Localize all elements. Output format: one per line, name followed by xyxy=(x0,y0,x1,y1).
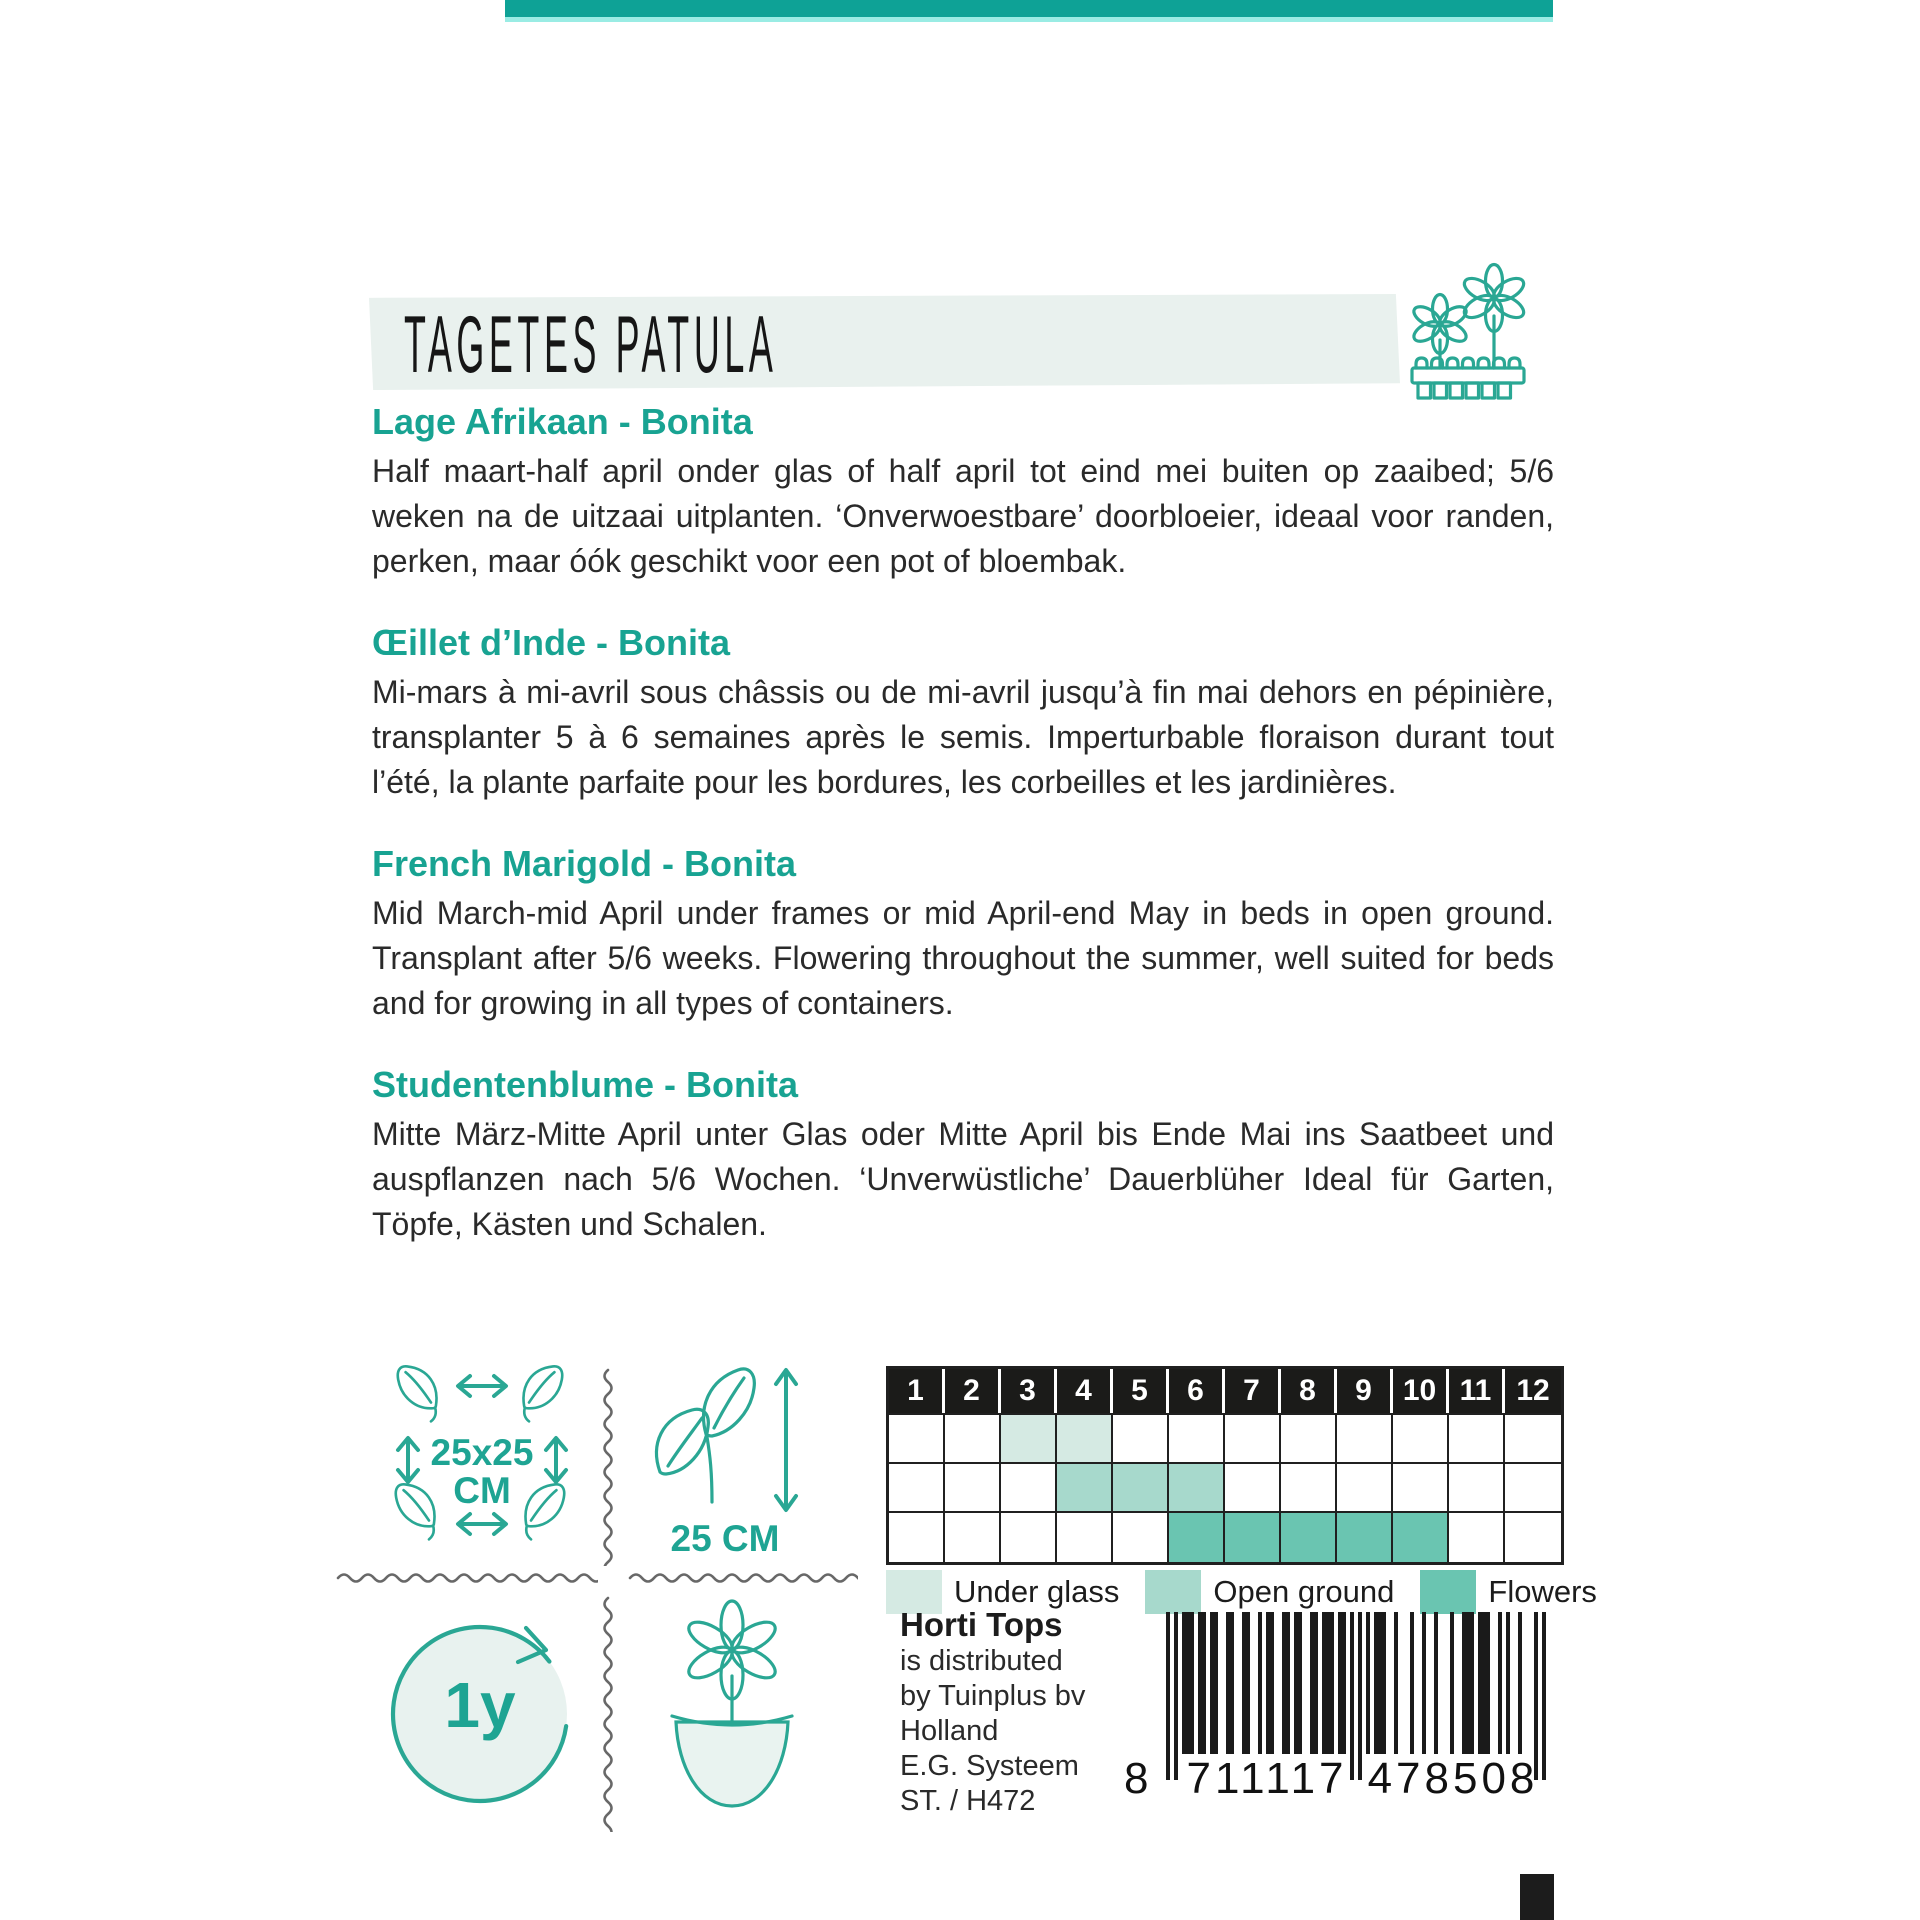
calendar-cell xyxy=(1169,1415,1225,1464)
divider-horizontal-right xyxy=(628,1570,858,1586)
plant-height-label: 25 CM xyxy=(670,1518,780,1559)
legend-label: Open ground xyxy=(1213,1574,1395,1609)
distributor-lines xyxy=(900,1644,1160,1819)
calendar-cell xyxy=(1225,1513,1281,1562)
barcode-bar xyxy=(1166,1612,1170,1780)
divider-vertical-top xyxy=(600,1368,616,1566)
barcode-bar xyxy=(1542,1612,1546,1780)
calendar-cell xyxy=(1001,1415,1057,1464)
barcode-bar xyxy=(1246,1612,1250,1754)
section-body-fr: Mi-mars à mi-avril sous châssis ou de mi-avril jusqu’à fin mai dehors en pépinière, transplanter 5 à 6 semaines après le semis. Imperturbable floraison durant tout l’été, la plante parfaite pour les bordures, les corbeilles et les jardinières. xyxy=(372,674,1554,800)
calendar-cell xyxy=(1113,1513,1169,1562)
calendar-cell xyxy=(1337,1464,1393,1513)
barcode-bar xyxy=(1258,1612,1262,1754)
barcode-bar xyxy=(1382,1612,1386,1754)
barcode-bar xyxy=(1366,1612,1370,1754)
calendar-cell xyxy=(1281,1513,1337,1562)
barcode-prefix-digit: 8 xyxy=(1124,1754,1149,1803)
section-heading-de: Studentenblume - Bonita xyxy=(372,1064,798,1105)
calendar-cell xyxy=(1337,1513,1393,1562)
legend-item xyxy=(1145,1570,1394,1614)
calendar-cell xyxy=(889,1464,945,1513)
calendar-cell xyxy=(1225,1464,1281,1513)
calendar-cell xyxy=(1393,1513,1449,1562)
barcode-bar xyxy=(1410,1612,1414,1754)
calendar-cell xyxy=(945,1513,1001,1562)
barcode-bar xyxy=(1286,1612,1290,1754)
section-body-nl: Half maart-half april onder glas of half april tot eind mei buiten op zaaibed; 5/6 weken na de uitzaai uitplanten. ‘Onverwoestbare’ doorbloeier, ideaal voor randen, perken, maar óók geschikt voor een pot of bloembak. xyxy=(372,453,1554,579)
calendar-cell xyxy=(1281,1415,1337,1464)
barcode-bar xyxy=(1434,1612,1438,1754)
barcode-bar xyxy=(1518,1612,1522,1754)
marigold-planter-icon xyxy=(1388,256,1548,416)
distributor-line: ST. / H472 xyxy=(900,1785,1036,1817)
barcode-bar xyxy=(1394,1612,1398,1754)
distributor-line: Holland xyxy=(900,1715,999,1747)
barcode-bar xyxy=(1214,1612,1218,1754)
calendar-cell xyxy=(1001,1513,1057,1562)
legend-item xyxy=(1420,1570,1597,1614)
calendar-month-header: 4 xyxy=(1057,1369,1113,1413)
divider-vertical-bottom xyxy=(600,1596,616,1832)
spacing-value: 25x25 xyxy=(430,1432,534,1473)
calendar-month-header: 8 xyxy=(1281,1369,1337,1413)
calendar-cell xyxy=(1393,1464,1449,1513)
calendar-cell xyxy=(945,1464,1001,1513)
calendar-month-header: 1 xyxy=(889,1369,945,1413)
calendar-month-header: 5 xyxy=(1113,1369,1169,1413)
calendar-cell xyxy=(889,1415,945,1464)
barcode-bar xyxy=(1450,1612,1454,1754)
distributor-line: is distributed xyxy=(900,1645,1063,1677)
calendar-cell xyxy=(1113,1464,1169,1513)
brand-color-bar xyxy=(505,0,1553,17)
calendar-month-header: 11 xyxy=(1449,1369,1505,1413)
barcode-right-digits: 478508 xyxy=(1367,1754,1539,1803)
calendar-cell xyxy=(1001,1464,1057,1513)
barcode-bar xyxy=(1506,1612,1510,1754)
page-title: TAGETES PATULA xyxy=(404,298,778,390)
annual-label: 1y xyxy=(444,1669,516,1741)
calendar-cell xyxy=(1393,1415,1449,1464)
section-body-en: Mid March-mid April under frames or mid April-end May in beds in open ground. Transplant after 5/6 weeks. Flowering throughout the summer, well suited for beds and for growing in all types of containers. xyxy=(372,895,1554,1021)
calendar-cell xyxy=(1505,1464,1561,1513)
section-heading-fr: Œillet d’Inde - Bonita xyxy=(372,622,730,663)
calendar-month-header: 3 xyxy=(1001,1369,1057,1413)
calendar-cell xyxy=(889,1513,945,1562)
barcode-bar xyxy=(1330,1612,1334,1754)
barcode-bar xyxy=(1422,1612,1426,1754)
barcode-bar xyxy=(1486,1612,1490,1754)
distributor-line: E.G. Systeem xyxy=(900,1750,1079,1782)
calendar-cell xyxy=(945,1415,1001,1464)
section-heading-nl: Lage Afrikaan - Bonita xyxy=(372,401,753,442)
calendar-month-header: 12 xyxy=(1516,1374,1550,1407)
barcode-bar xyxy=(1314,1612,1318,1754)
sections xyxy=(372,400,1554,1284)
calendar-month-row xyxy=(889,1369,1561,1413)
calendar-month-header: 7 xyxy=(1225,1369,1281,1413)
legend-label: Under glass xyxy=(954,1574,1120,1609)
barcode-bar xyxy=(1498,1612,1502,1754)
calendar-cell xyxy=(1449,1464,1505,1513)
section-heading-en: French Marigold - Bonita xyxy=(372,843,797,884)
spacing-unit: CM xyxy=(453,1470,511,1511)
sowing-calendar xyxy=(886,1366,1564,1565)
distributor-line: by Tuinplus bv xyxy=(900,1680,1086,1712)
print-corner-mark xyxy=(1520,1874,1554,1920)
calendar-cell xyxy=(1057,1415,1113,1464)
calendar-grid xyxy=(889,1413,1561,1562)
calendar-cell xyxy=(1057,1464,1113,1513)
barcode-bar xyxy=(1190,1612,1194,1754)
calendar-cell xyxy=(1505,1415,1561,1464)
distributor-block xyxy=(900,1606,1160,1819)
distributor-name: Horti Tops xyxy=(900,1606,1063,1643)
calendar-month-header: 2 xyxy=(945,1369,1001,1413)
calendar-cell xyxy=(1113,1415,1169,1464)
calendar-cell xyxy=(1449,1415,1505,1464)
calendar-month-header: 9 xyxy=(1337,1369,1393,1413)
calendar-cell xyxy=(1169,1513,1225,1562)
calendar-cell xyxy=(1057,1513,1113,1562)
spacing-label xyxy=(396,1434,568,1510)
calendar-month-header: 6 xyxy=(1169,1369,1225,1413)
calendar-cell xyxy=(1225,1415,1281,1464)
divider-horizontal-left xyxy=(336,1570,598,1586)
barcode-bar xyxy=(1358,1612,1362,1780)
legend-swatch xyxy=(1420,1570,1476,1614)
barcode-bar xyxy=(1342,1612,1346,1754)
flower-pot-icon xyxy=(660,1592,805,1822)
legend-label: Flowers xyxy=(1488,1574,1597,1609)
barcode-bar xyxy=(1230,1612,1234,1754)
calendar-month-header: 10 xyxy=(1393,1369,1449,1413)
calendar-cell xyxy=(1169,1464,1225,1513)
barcode-bar xyxy=(1470,1612,1474,1754)
barcode-bar xyxy=(1202,1612,1206,1754)
barcode-bar xyxy=(1298,1612,1302,1754)
plant-height-icon xyxy=(640,1360,800,1530)
section-body-de: Mitte März-Mitte April unter Glas oder Mitte April bis Ende Mai ins Saatbeet und auspflanzen nach 5/6 Wochen. ‘Unverwüstliche’ Dauerblüher Ideal für Garten, Töpfe, Kästen und Schalen. xyxy=(372,1116,1554,1242)
barcode-bar xyxy=(1270,1612,1274,1754)
brand-color-bar-glow xyxy=(505,17,1553,22)
calendar-cell xyxy=(1449,1513,1505,1562)
barcode-left-digits: 711117 xyxy=(1186,1754,1348,1803)
calendar-cell xyxy=(1281,1464,1337,1513)
calendar-cell xyxy=(1337,1415,1393,1464)
calendar-cell xyxy=(1505,1513,1561,1562)
